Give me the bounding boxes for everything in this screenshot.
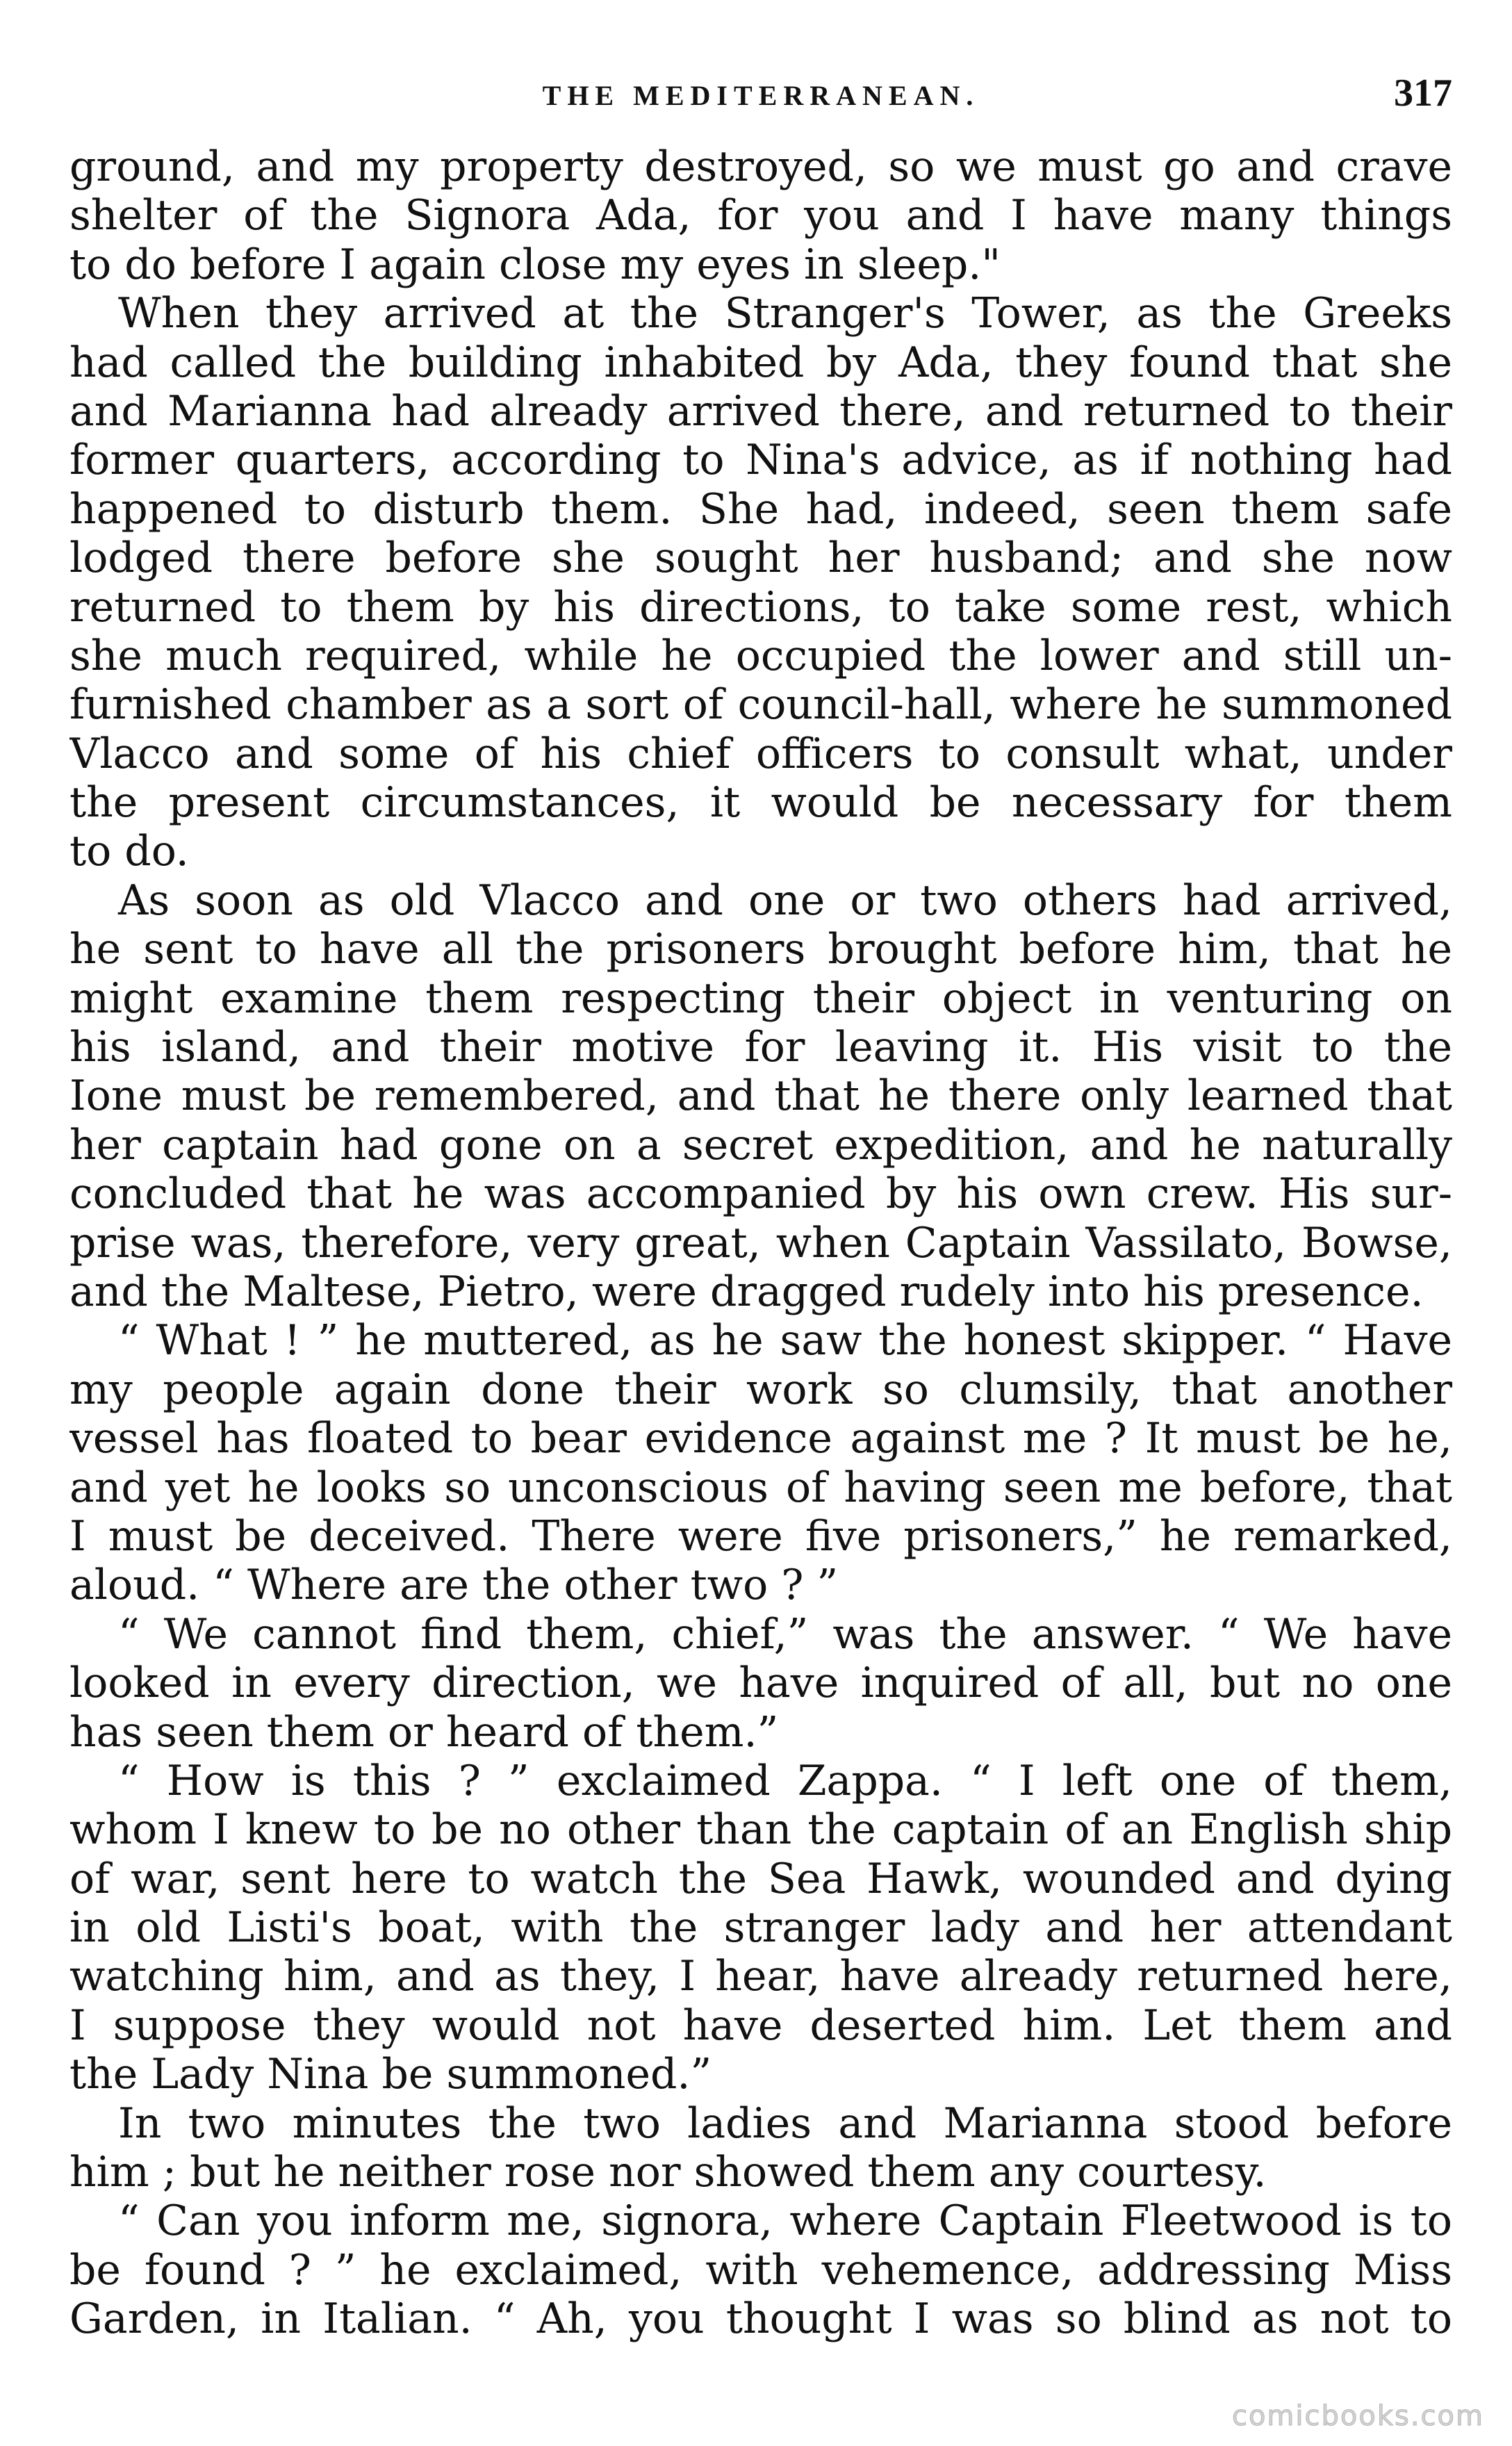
text-line: he sent to have all the prisoners brought before him, that he	[69, 925, 1452, 974]
text-line: my people again done their work so clumsily, that another	[69, 1365, 1452, 1414]
text-line: had called the building inhabited by Ada, they found that she	[69, 338, 1452, 387]
text-line: looked in every direction, we have inquired of all, but no one	[69, 1659, 1452, 1708]
text-line: When they arrived at the Stranger's Tower, as the Greeks	[118, 289, 1452, 338]
text-line: has seen them or heard of them.”	[69, 1707, 779, 1757]
text-line: Vlacco and some of his chief officers to consult what, under	[69, 729, 1452, 778]
text-line: furnished chamber as a sort of council-hall, where he summoned	[69, 680, 1452, 730]
text-line: As soon as old Vlacco and one or two others had arrived,	[118, 876, 1452, 925]
running-header	[69, 69, 1452, 125]
text-line: him ; but he neither rose nor showed them any courtesy.	[69, 2148, 1267, 2197]
text-line: of war, sent here to watch the Sea Hawk, wounded and dying	[69, 1854, 1452, 1903]
text-line: and yet he looks so unconscious of having seen me before, that	[69, 1463, 1452, 1512]
text-line: concluded that he was accompanied by his own crew. His sur-	[69, 1169, 1452, 1219]
watermark-logo: comicbooks.com	[1231, 2400, 1484, 2432]
text-line: lodged there before she sought her husband; and she now	[69, 534, 1452, 583]
text-line: happened to disturb them. She had, indeed, seen them safe	[69, 484, 1452, 534]
running-title: THE MEDITERRANEAN.	[542, 80, 980, 111]
text-line: In two minutes the two ladies and Marianna stood before	[118, 2099, 1452, 2148]
text-line: her captain had gone on a secret expedition, and he naturally	[69, 1120, 1452, 1169]
text-line: she much required, while he occupied the lower and still un-	[69, 631, 1452, 680]
text-line: be found ? ” he exclaimed, with vehemence, addressing Miss	[69, 2245, 1452, 2295]
text-line: I suppose they would not have deserted him. Let them and	[69, 2001, 1452, 2050]
text-line: watching him, and as they, I hear, have already returned here,	[69, 1952, 1452, 2001]
text-line: Ione must be remembered, and that he there only learned that	[69, 1072, 1452, 1121]
text-line: to do.	[69, 827, 189, 876]
text-line: in old Listi's boat, with the stranger lady and her attendant	[69, 1903, 1452, 1953]
text-line: to do before I again close my eyes in sleep."	[69, 240, 1001, 289]
text-line: whom I knew to be no other than the captain of an English ship	[69, 1805, 1452, 1855]
text-line: and the Maltese, Pietro, were dragged rudely into his presence.	[69, 1267, 1424, 1316]
text-line: Garden, in Italian. “ Ah, you thought I was so blind as not to	[69, 2295, 1452, 2344]
page-number: 317	[1394, 72, 1452, 115]
text-line: ground, and my property destroyed, so we must go and crave	[69, 142, 1452, 191]
text-line: “ What ! ” he muttered, as he saw the honest skipper. “ Have	[118, 1316, 1452, 1365]
text-line: vessel has floated to bear evidence against me ? It must be he,	[69, 1414, 1452, 1463]
text-line: the present circumstances, it would be necessary for them	[69, 778, 1452, 828]
text-line: his island, and their motive for leaving it. His visit to the	[69, 1023, 1452, 1072]
text-line: returned to them by his directions, to take some rest, which	[69, 582, 1452, 632]
text-line: I must be deceived. There were five prisoners,” he remarked,	[69, 1511, 1452, 1561]
text-line: prise was, therefore, very great, when Captain Vassilato, Bowse,	[69, 1218, 1452, 1267]
text-line: might examine them respecting their object in venturing on	[69, 974, 1452, 1023]
text-line: the Lady Nina be summoned.”	[69, 2050, 712, 2099]
text-line: shelter of the Signora Ada, for you and I have many things	[69, 191, 1452, 240]
text-line: and Marianna had already arrived there, and returned to their	[69, 386, 1452, 436]
text-line: former quarters, according to Nina's advice, as if nothing had	[69, 436, 1452, 485]
text-line: “ Can you inform me, signora, where Captain Fleetwood is to	[118, 2197, 1452, 2246]
text-line: “ How is this ? ” exclaimed Zappa. “ I left one of them,	[118, 1756, 1452, 1805]
text-line: “ We cannot find them, chief,” was the answer. “ We have	[118, 1609, 1452, 1659]
body-text	[69, 142, 1452, 2344]
text-line: aloud. “ Where are the other two ? ”	[69, 1561, 839, 1610]
